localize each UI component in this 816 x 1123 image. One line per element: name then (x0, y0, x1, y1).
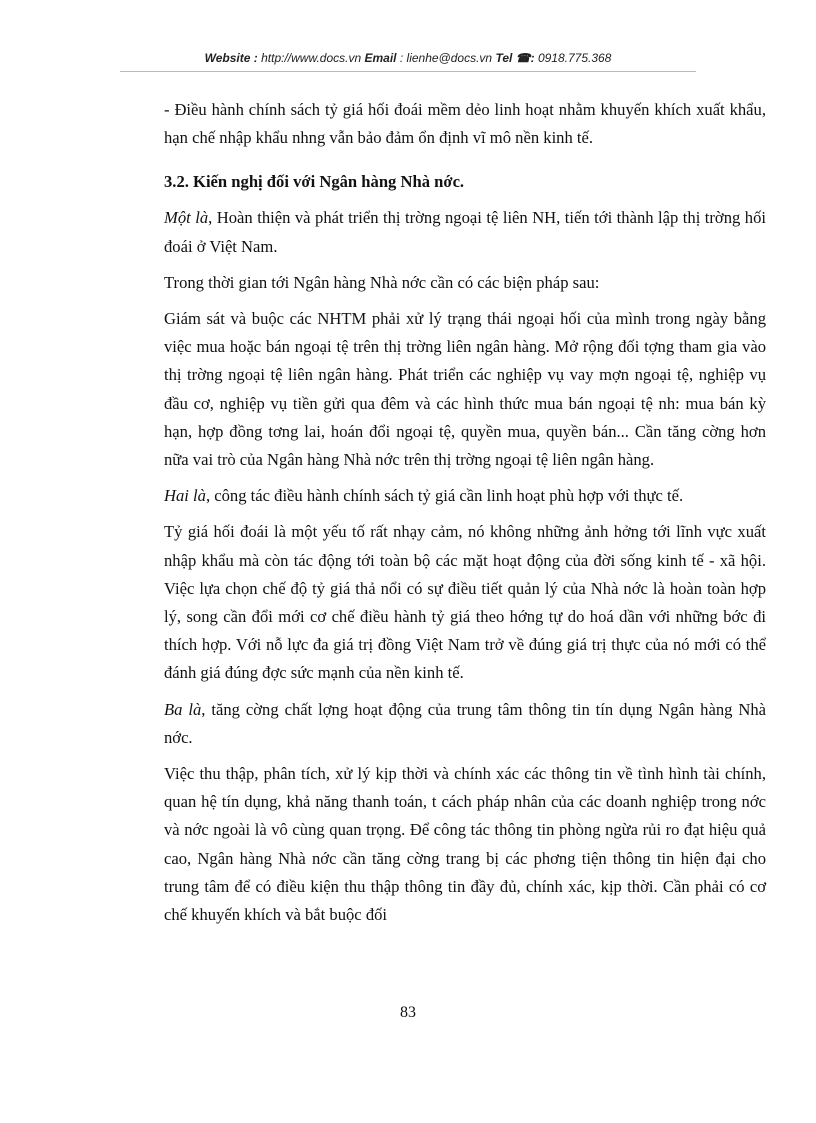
paragraph-1: - Điều hành chính sách tỷ giá hối đoái mềm dẻo linh hoạt nhằm khuyến khích xuất khẩu, hạn chế nhập khẩu nhng vẫn bảo đảm ổn định vĩ mô nền kinh tế. (164, 100, 766, 148)
email-value[interactable]: : lienhe@docs.vn (399, 51, 493, 65)
website-url[interactable]: http://www.docs.vn (261, 51, 362, 65)
section-heading: 3.2. Kiến nghị đối với Ngân hàng Nhà nớc. (164, 172, 465, 192)
paragraph-6: Tỷ giá hối đoái là một yếu tố rất nhạy cảm, nó không những ảnh hởng tới lĩnh vực xuất nhập khẩu mà còn tác động tới toàn bộ các mặt hoạt động của đời sống kinh tế - xã hội. Việc lựa chọn chế độ tỷ giá thả nổi có sự điều tiết quản lý của Nhà nớc là hoàn toàn hợp lý, song cần đổi mới cơ chế điều hành tỷ giá theo hớng tự do hoá dần với những bớc đi thích hợp. Với nỗ lực đa giá trị đồng Việt Nam trở về đúng giá trị thực của nó mới có thể đánh giá đúng đợc sức mạnh của nền kinh tế. (164, 522, 766, 683)
email-label: Email (364, 51, 397, 65)
document-body (164, 96, 766, 929)
paragraph-7-lead: Ba là (164, 699, 202, 719)
paragraph-7-text: , tăng cờng chất lợng hoạt động của trung tâm thông tin tín dụng Ngân hàng Nhà nớc. (164, 699, 767, 747)
paragraph-8: Việc thu thập, phân tích, xử lý kịp thời và chính xác các thông tin về tình hình tài chính, quan hệ tín dụng, khả năng thanh toán, t cách pháp nhân của các doanh nghiệp trong nớc và nớc ngoài là vô cùng quan trọng. Để công tác thông tin phòng ngừa rủi ro đạt hiệu quả cao, Ngân hàng Nhà nớc cần tăng cờng trang bị các phơng tiện thông tin hiện đại cho trung tâm để có điều kiện thu thập thông tin đầy đủ, chính xác, kịp thời. Cần phải có cơ chế khuyến khích và bắt buộc đối (164, 764, 766, 925)
paragraph-3: Trong thời gian tới Ngân hàng Nhà nớc cần có các biện pháp sau: (164, 272, 600, 292)
paragraph-5-text: , công tác điều hành chính sách tỷ giá cần linh hoạt phù hợp với thực tế. (205, 486, 684, 506)
paragraph-5 (164, 482, 766, 510)
page-number: 83 (400, 1004, 416, 1021)
paragraph-2-lead: Một là (164, 208, 209, 228)
tel-label: Tel ☎: (495, 51, 535, 65)
paragraph-4: Giám sát và buộc các NHTM phải xử lý trạng thái ngoại hối của mình trong ngày bằng việc mua hoặc bán ngoại tệ trên thị trờng liên ngân hàng. Mở rộng đối tợng tham gia vào thị trờng ngoại tệ liên ngân hàng. Phát triển các nghiệp vụ vay mợn ngoại tệ, nghiệp vụ đầu cơ, nghiệp vụ tiền gửi qua đêm và các hình thức mua bán ngoại tệ nh: mua bán kỳ hạn, hợp đồng tơng lai, hoán đổi ngoại tệ, quyền mua, quyền bán... Cần tăng cờng hơn nữa vai trò của Ngân hàng Nhà nớc trên thị trờng ngoại tệ liên ngân hàng. (164, 309, 766, 470)
paragraph-2-text: , Hoàn thiện và phát triển thị trờng ngoại tệ liên NH, tiến tới thành lập thị trờng hối đoái ở Việt Nam. (164, 208, 766, 256)
paragraph-2 (164, 204, 766, 260)
tel-value: 0918.775.368 (537, 51, 612, 65)
page-header (0, 51, 816, 65)
paragraph-5-lead: Hai là (164, 486, 206, 506)
website-label: Website : (204, 51, 258, 65)
paragraph-7 (164, 696, 766, 752)
header-divider (120, 71, 696, 72)
